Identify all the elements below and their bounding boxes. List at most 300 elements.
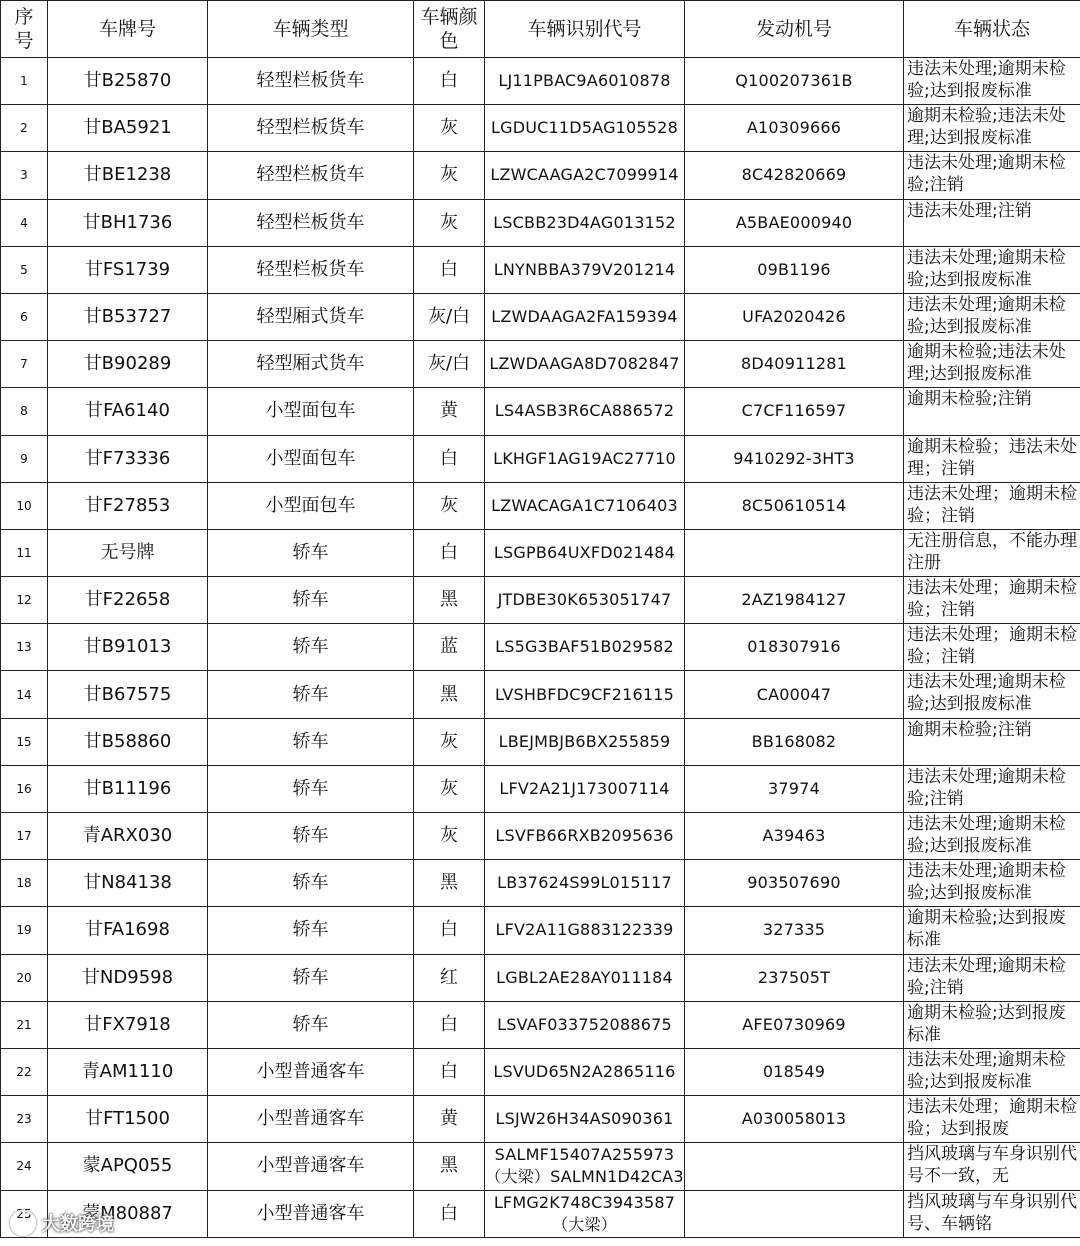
vehicle-color-cell: [414, 907, 485, 954]
vehicle-type-cell: [208, 199, 414, 246]
vehicle-color: 蓝: [440, 636, 458, 658]
row-index-cell: [1, 1001, 48, 1048]
header-index: 序号: [1, 1, 48, 58]
vehicle-color-cell: [414, 246, 485, 293]
row-index-cell: [1, 435, 48, 482]
row-index: 9: [20, 451, 28, 466]
vehicle-status-cell: [904, 1143, 1080, 1190]
plate-number: 甘FX7918: [84, 1013, 171, 1035]
plate-number: 甘N84138: [83, 872, 172, 894]
row-index: 12: [16, 593, 32, 608]
plate-number-cell: [48, 624, 208, 671]
vehicle-status-cell: [904, 482, 1080, 529]
plate-number: 甘BE1238: [83, 164, 172, 186]
vin: SALMF15407A255973（大梁）SALMN1D42CA3: [485, 1145, 684, 1187]
vehicle-color-cell: [414, 482, 485, 529]
vehicle-color-cell: [414, 1096, 485, 1143]
vehicle-type-cell: [208, 907, 414, 954]
plate-number-cell: [48, 954, 208, 1001]
row-index: 13: [16, 640, 32, 655]
vehicle-type: 轿车: [292, 919, 329, 941]
vehicle-color: 白: [440, 1061, 458, 1083]
engine-number: UFA2020426: [742, 307, 846, 327]
vin-cell: [485, 813, 685, 860]
vehicle-color-cell: [414, 671, 485, 718]
row-index: 14: [16, 687, 32, 702]
vehicle-color-cell: [414, 529, 485, 576]
vehicle-status: 违法未处理;逾期未检验;注销: [907, 766, 1066, 809]
vin: LGDUC11D5AG105528: [491, 118, 678, 138]
vehicle-type: 小型面包车: [265, 447, 356, 469]
vin: LB37624S99L015117: [497, 873, 672, 893]
vin: LSVFB66RXB2095636: [495, 826, 674, 846]
plate-number-cell: [48, 482, 208, 529]
vehicle-type: 小型面包车: [265, 400, 356, 422]
vin-cell: [485, 1143, 685, 1190]
plate-number: 蒙M80887: [82, 1202, 173, 1224]
vehicle-type-cell: [208, 1048, 414, 1095]
plate-number-cell: [48, 58, 208, 105]
vehicle-status-cell: [904, 293, 1080, 340]
vehicle-color: 灰/白: [427, 306, 471, 328]
row-index-cell: [1, 1048, 48, 1095]
engine-number: 8D40911281: [741, 354, 847, 374]
plate-number: 甘B90289: [83, 353, 172, 375]
vehicle-color: 白: [440, 1202, 458, 1224]
row-index-cell: [1, 1143, 48, 1190]
vehicle-status: 挡风玻璃与车身识别代号不一致，无: [907, 1144, 1077, 1187]
vehicle-type: 轻型栏板货车: [256, 211, 365, 233]
vin-cell: [485, 199, 685, 246]
vehicle-color: 白: [440, 447, 458, 469]
vin-cell: [485, 388, 685, 435]
vehicle-color: 白: [440, 919, 458, 941]
vehicle-status-cell: [904, 435, 1080, 482]
vehicle-status: 违法未处理;注销: [907, 200, 1032, 221]
row-index-cell: [1, 199, 48, 246]
vehicle-status-cell: [904, 954, 1080, 1001]
plate-number: 甘FT1500: [85, 1108, 170, 1130]
vehicle-color-cell: [414, 813, 485, 860]
header-status: 车辆状态: [904, 1, 1080, 58]
vehicle-type: 轿车: [292, 589, 329, 611]
row-index-cell: [1, 954, 48, 1001]
vin-cell: [485, 482, 685, 529]
vehicle-status: 违法未处理;逾期未检验;达到报废标准: [907, 59, 1066, 101]
engine-number-cell: [685, 529, 904, 576]
vehicle-color-cell: [414, 718, 485, 765]
vehicle-status-cell: [904, 624, 1080, 671]
vehicle-color: 白: [440, 258, 458, 280]
engine-number-cell: [685, 1096, 904, 1143]
table-row: [1, 341, 1080, 388]
plate-number-cell: [48, 435, 208, 482]
vehicle-status: 违法未处理;逾期未检验;达到报废标准: [907, 672, 1066, 715]
vehicle-type-cell: [208, 388, 414, 435]
vin: LJ11PBAC9A6010878: [498, 71, 671, 91]
engine-number: A030058013: [741, 1109, 847, 1129]
vehicle-status: 违法未处理;逾期未检验;注销: [907, 955, 1066, 998]
vin-cell: [485, 954, 685, 1001]
engine-number-cell: [685, 860, 904, 907]
engine-number-cell: [685, 152, 904, 199]
vin-cell: [485, 1190, 685, 1237]
vin: LS4ASB3R6CA886572: [494, 401, 675, 421]
vehicle-color: 白: [440, 70, 458, 92]
engine-number: Q100207361B: [735, 71, 853, 91]
vehicle-type-cell: [208, 1143, 414, 1190]
vehicle-type-cell: [208, 435, 414, 482]
vehicle-status-cell: [904, 529, 1080, 576]
vehicle-color: 红: [440, 966, 458, 988]
vin: LZWDAAGA2FA159394: [491, 307, 678, 327]
plate-number-cell: [48, 105, 208, 152]
vehicle-color-cell: [414, 199, 485, 246]
vehicle-type: 轿车: [292, 636, 329, 658]
vehicle-status-cell: [904, 1048, 1080, 1095]
vehicle-status: 违法未处理;逾期未检验;达到报废标准: [907, 247, 1066, 290]
engine-number: 37974: [768, 778, 820, 798]
vin: LBEJMBJB6BX255859: [498, 731, 671, 751]
plate-number: 甘B53727: [83, 306, 172, 328]
vehicle-status: 违法未处理;逾期未检验;注销: [907, 153, 1066, 196]
vehicle-type: 轻型栏板货车: [256, 117, 365, 139]
engine-number: CA00047: [756, 684, 832, 704]
vin: LSJW26H34AS090361: [495, 1109, 674, 1129]
vin-cell: [485, 1096, 685, 1143]
plate-number-cell: [48, 199, 208, 246]
vehicle-color-cell: [414, 624, 485, 671]
row-index: 17: [16, 829, 32, 844]
vehicle-status: 逾期未检验;违法未处理;达到报废标准: [907, 106, 1066, 149]
engine-number-cell: [685, 671, 904, 718]
vehicle-type: 小型普通客车: [256, 1061, 365, 1083]
vin-cell: [485, 152, 685, 199]
plate-number-cell: [48, 341, 208, 388]
vin-cell: [485, 718, 685, 765]
engine-number-cell: [685, 765, 904, 812]
vehicle-type-cell: [208, 152, 414, 199]
table-row: [1, 624, 1080, 671]
plate-number-cell: [48, 246, 208, 293]
vin: LSCBB23D4AG013152: [493, 212, 676, 232]
engine-number-cell: [685, 1001, 904, 1048]
vehicle-status-cell: [904, 765, 1080, 812]
plate-number-cell: [48, 860, 208, 907]
table-row: [1, 577, 1080, 624]
engine-number: 327335: [762, 920, 826, 940]
vin-cell: [485, 58, 685, 105]
vehicle-status-cell: [904, 341, 1080, 388]
vehicle-status-cell: [904, 813, 1080, 860]
plate-number: 甘B11196: [83, 777, 172, 799]
vehicle-color-cell: [414, 105, 485, 152]
plate-number: 甘BH1736: [82, 211, 173, 233]
vehicle-color: 黄: [440, 1108, 458, 1130]
vehicle-type-cell: [208, 954, 414, 1001]
vin: LFMG2K748C3943587（大梁）: [493, 1192, 676, 1234]
row-index-cell: [1, 671, 48, 718]
plate-number: 甘F22658: [84, 589, 171, 611]
plate-number-cell: [48, 388, 208, 435]
vehicle-color: 灰: [440, 825, 458, 847]
engine-number: 9410292-3HT3: [733, 448, 855, 468]
vehicle-status-cell: [904, 577, 1080, 624]
table-row: [1, 58, 1080, 105]
plate-number: 甘ND9598: [81, 966, 174, 988]
vehicle-type: 轿车: [292, 730, 329, 752]
vehicle-status-cell: [904, 671, 1080, 718]
vin-cell: [485, 860, 685, 907]
vehicle-type: 轻型厢式货车: [256, 353, 365, 375]
vehicle-color: 灰: [440, 494, 458, 516]
engine-number-cell: [685, 341, 904, 388]
plate-number-cell: [48, 813, 208, 860]
header-type: 车辆类型: [208, 1, 414, 58]
vehicle-status: 违法未处理；逾期未检验；注销: [907, 483, 1077, 526]
vehicle-color: 黑: [440, 872, 458, 894]
row-index-cell: [1, 58, 48, 105]
vehicle-color: 灰: [440, 730, 458, 752]
engine-number: A10309666: [746, 118, 842, 138]
vin-cell: [485, 765, 685, 812]
vin: LGBL2AE28AY011184: [496, 967, 673, 987]
vehicle-color-cell: [414, 954, 485, 1001]
vehicle-status-cell: [904, 907, 1080, 954]
table-row: [1, 907, 1080, 954]
vehicle-status-cell: [904, 1190, 1080, 1237]
vehicle-color: 黑: [440, 683, 458, 705]
engine-number-cell: [685, 199, 904, 246]
vin-cell: [485, 671, 685, 718]
vehicle-status: 违法未处理;逾期未检验;达到报废标准: [907, 861, 1066, 904]
table-row: [1, 671, 1080, 718]
vehicle-status: 逾期未检验;注销: [907, 389, 1032, 410]
vin-cell: [485, 341, 685, 388]
vehicle-color-cell: [414, 58, 485, 105]
vehicle-status-cell: [904, 199, 1080, 246]
vehicle-type-cell: [208, 105, 414, 152]
engine-number: BB168082: [751, 731, 837, 751]
engine-number-cell: [685, 1048, 904, 1095]
plate-number: 甘B25870: [83, 70, 172, 92]
vehicle-type: 轻型栏板货车: [256, 258, 365, 280]
watermark-logo-icon: [10, 1210, 36, 1236]
vehicle-status: 逾期未检验;违法未处理;达到报废标准: [907, 342, 1066, 385]
row-index-cell: [1, 246, 48, 293]
engine-number: 018307916: [747, 637, 841, 657]
plate-number: 青ARX030: [82, 825, 173, 847]
vin: JTDBE30K653051747: [497, 590, 672, 610]
vin-cell: [485, 624, 685, 671]
vehicle-color-cell: [414, 435, 485, 482]
row-index: 25: [16, 1206, 32, 1221]
vehicle-status-cell: [904, 58, 1080, 105]
vehicle-type-cell: [208, 813, 414, 860]
row-index: 11: [16, 545, 32, 560]
vehicle-color: 白: [440, 1013, 458, 1035]
vin: LSVAF033752088675: [497, 1014, 672, 1034]
vehicle-type: 轿车: [292, 825, 329, 847]
table-row: [1, 954, 1080, 1001]
vehicle-type: 小型普通客车: [256, 1108, 365, 1130]
vin-cell: [485, 1001, 685, 1048]
row-index: 21: [16, 1017, 32, 1032]
vehicle-type-cell: [208, 765, 414, 812]
vehicle-color: 灰: [440, 117, 458, 139]
vehicle-type-cell: [208, 1001, 414, 1048]
vehicle-status: 违法未处理；逾期未检验；注销: [907, 578, 1077, 621]
table-row: [1, 529, 1080, 576]
table-row: [1, 105, 1080, 152]
vehicle-type: 轻型栏板货车: [256, 164, 365, 186]
vin-cell: [485, 293, 685, 340]
table-row: [1, 813, 1080, 860]
vehicle-status-cell: [904, 860, 1080, 907]
plate-number: 甘B58860: [83, 730, 172, 752]
vehicle-status: 逾期未检验;达到报废标准: [907, 908, 1066, 951]
row-index: 20: [16, 970, 32, 985]
header-vin: 车辆识别代号: [485, 1, 685, 58]
vehicle-type: 轿车: [292, 966, 329, 988]
row-index-cell: [1, 907, 48, 954]
vehicle-color-cell: [414, 152, 485, 199]
row-index: 15: [16, 734, 32, 749]
plate-number: 甘F73336: [84, 447, 171, 469]
row-index-cell: [1, 293, 48, 340]
engine-number-cell: [685, 105, 904, 152]
vehicle-type: 小型普通客车: [256, 1155, 365, 1177]
plate-number-cell: [48, 577, 208, 624]
engine-number: 018549: [762, 1062, 826, 1082]
plate-number: 无号牌: [100, 541, 155, 563]
vin: LNYNBBA379V201214: [493, 259, 676, 279]
plate-number: 甘B91013: [83, 636, 172, 658]
vehicle-status: 违法未处理;逾期未检验;达到报废标准: [907, 814, 1066, 856]
row-index-cell: [1, 765, 48, 812]
vehicle-color: 黑: [440, 589, 458, 611]
plate-number: 蒙APQ055: [82, 1155, 173, 1177]
header-engine: 发动机号: [685, 1, 904, 58]
plate-number-cell: [48, 718, 208, 765]
engine-number-cell: [685, 1143, 904, 1190]
vehicle-status-cell: [904, 105, 1080, 152]
vehicle-color-cell: [414, 341, 485, 388]
table-row: [1, 1096, 1080, 1143]
table-row: [1, 435, 1080, 482]
vin-cell: [485, 1048, 685, 1095]
engine-number-cell: [685, 482, 904, 529]
watermark: [10, 1210, 114, 1236]
row-index: 22: [16, 1065, 32, 1080]
row-index: 18: [16, 876, 32, 891]
vehicle-type-cell: [208, 529, 414, 576]
vin-cell: [485, 907, 685, 954]
engine-number-cell: [685, 624, 904, 671]
vin-cell: [485, 246, 685, 293]
table-row: [1, 718, 1080, 765]
engine-number: 8C50610514: [741, 495, 847, 515]
vehicle-color: 灰/白: [427, 353, 471, 375]
plate-number: 甘BA5921: [83, 117, 172, 139]
vehicle-status-cell: [904, 1001, 1080, 1048]
engine-number-cell: [685, 813, 904, 860]
engine-number-cell: [685, 718, 904, 765]
vehicle-status-cell: [904, 388, 1080, 435]
vehicle-status: 无注册信息，不能办理注册: [907, 530, 1077, 573]
vehicle-color: 灰: [440, 211, 458, 233]
vehicle-type-cell: [208, 671, 414, 718]
plate-number-cell: [48, 907, 208, 954]
plate-number-cell: [48, 1048, 208, 1095]
engine-number: 09B1196: [757, 259, 831, 279]
engine-number-cell: [685, 388, 904, 435]
vehicle-type: 轿车: [292, 683, 329, 705]
vehicle-status: 违法未处理;逾期未检验;达到报废标准: [907, 294, 1066, 337]
row-index: 3: [20, 168, 28, 183]
vehicle-color: 黑: [440, 1155, 458, 1177]
engine-number: 8C42820669: [741, 165, 847, 185]
plate-number-cell: [48, 1001, 208, 1048]
row-index-cell: [1, 718, 48, 765]
plate-number: 甘B67575: [83, 683, 172, 705]
row-index-cell: [1, 624, 48, 671]
row-index-cell: [1, 577, 48, 624]
table-row: [1, 1048, 1080, 1095]
vehicle-type: 轿车: [292, 541, 329, 563]
vehicle-type: 轿车: [292, 1013, 329, 1035]
row-index: 5: [20, 262, 28, 277]
engine-number: 2AZ1984127: [741, 590, 847, 610]
vehicle-color-cell: [414, 860, 485, 907]
row-index-cell: [1, 529, 48, 576]
vehicle-type: 轿车: [292, 777, 329, 799]
vehicle-color-cell: [414, 388, 485, 435]
row-index: 7: [20, 357, 28, 372]
vin: LZWACAGA1C7106403: [491, 495, 678, 515]
vehicle-status-cell: [904, 152, 1080, 199]
vehicle-type: 小型面包车: [265, 494, 356, 516]
vehicle-type-cell: [208, 860, 414, 907]
row-index-cell: [1, 341, 48, 388]
row-index: 2: [20, 121, 28, 136]
plate-number: 甘FA1698: [85, 919, 170, 941]
header-plate: 车牌号: [48, 1, 208, 58]
engine-number: C7CF116597: [741, 401, 847, 421]
table-row: [1, 199, 1080, 246]
vehicle-type-cell: [208, 577, 414, 624]
plate-number-cell: [48, 293, 208, 340]
vehicle-color-cell: [414, 765, 485, 812]
watermark-text: 大数跨境: [42, 1214, 114, 1235]
engine-number: A5BAE000940: [735, 212, 853, 232]
plate-number-cell: [48, 765, 208, 812]
engine-number-cell: [685, 435, 904, 482]
vehicle-color: 灰: [440, 777, 458, 799]
vehicle-color-cell: [414, 577, 485, 624]
vehicle-type-cell: [208, 341, 414, 388]
vin: LS5G3BAF51B029582: [495, 637, 674, 657]
vehicle-status: 违法未处理;逾期未检验;达到报废标准: [907, 1049, 1066, 1092]
row-index-cell: [1, 152, 48, 199]
vehicle-status: 违法未处理；逾期未检验；达到报废: [907, 1097, 1077, 1140]
vehicle-color: 灰: [440, 164, 458, 186]
plate-number-cell: [48, 671, 208, 718]
vin: LFV2A11G883122339: [495, 920, 674, 940]
plate-number: 甘F27853: [84, 494, 171, 516]
row-index-cell: [1, 813, 48, 860]
engine-number-cell: [685, 58, 904, 105]
